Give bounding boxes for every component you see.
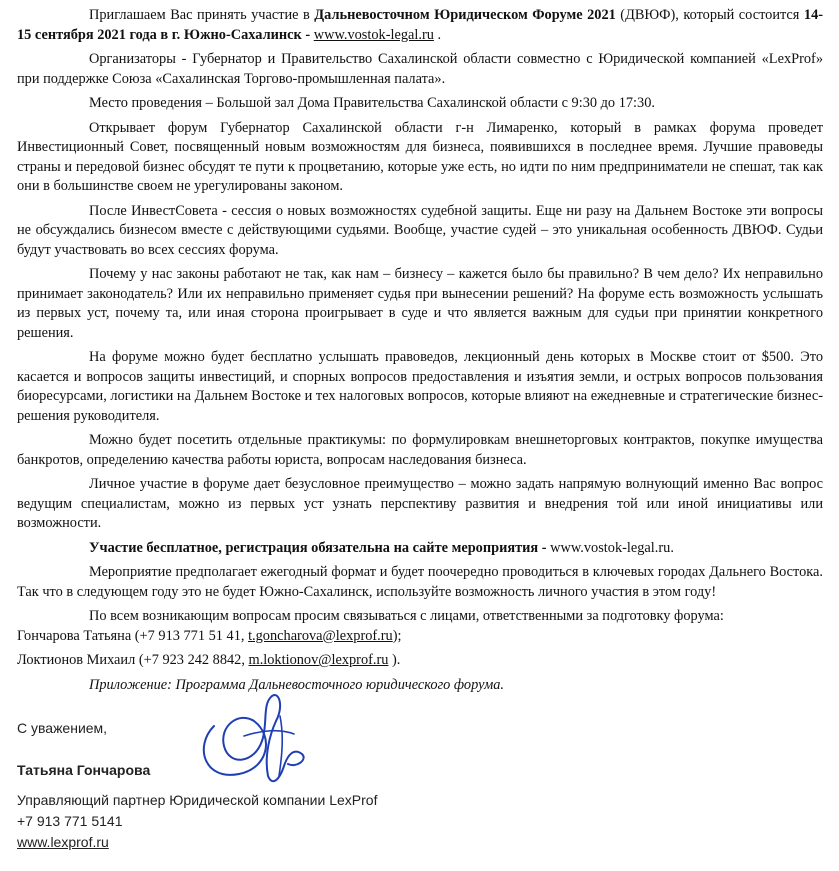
signature-name: Татьяна Гончарова — [17, 762, 151, 778]
forum-dates: 14-15 сентября 2021 года в г. Южно-Сахалинск - — [17, 7, 824, 43]
paragraph-advantage: Личное участие в форуме дает безусловное преимущество – можно задать напрямую волнующий именно Вас вопрос ведущим специалистам, можно из первых уст узнать перспективу развития и внедрения той или иной инициативы или возможности. — [17, 476, 823, 531]
signature-title: Управляющий партнер Юридической компании LexProf — [17, 792, 378, 808]
paragraph-venue: Место проведения – Большой зал Дома Правительства Сахалинской области с 9:30 до 17:30. — [89, 95, 655, 111]
paragraph-invitation: Приглашаем Вас принять участие в Дальневосточном Юридическом Форуме 2021 (ДВЮФ), который состоится 14-15 сентября 2021 года в г. Южно-Сахалинск - www.vostok-legal.ru . — [17, 7, 824, 43]
email-goncharova-link[interactable]: t.goncharova@lexprof.ru — [248, 627, 393, 644]
paragraph-court-session: После ИнвестСовета - сессия о новых возможностях судебной защиты. Еще ни разу на Дальнем Востоке эти вопросы не обсуждались бизнесом вместе с действующими судьями. Вообще, участие судей – это уникальная особенность ДВЮФ. Судьи будут участвовать во всех сессиях форума. — [17, 202, 823, 258]
paragraph-opening: Открывает форум Губернатор Сахалинской области г-н Лимаренко, который в рамках форума проведет Инвестиционный Совет, посвященный новым возможностям для бизнеса, появившихся в последнее время. Лучшие правоведы страны и передовой бизнес обсудят те пути к процветанию, которые уже есть, но идти по ним предприниматели не спешат, так как они в большинстве своем не урегулированы законом. — [17, 119, 823, 194]
paragraph-organizers: Организаторы - Губернатор и Правительство Сахалинской области совместно с Юридической компанией «LexProf» при поддержке Союза «Сахалинская Торгово-промышленная палата». — [17, 51, 823, 87]
paragraph-questions: Почему у нас законы работают не так, как нам – бизнесу – кажется было бы правильно? В чем дело? Их неправильно принимает законодатель? Или их неправильно применяет судья при вынесении решений? На форуме есть возможность услышать из первых уст, почему та, или иная сторона проигрывает в суде и что является важным для судьи при принятии конкретного решения. — [17, 266, 823, 341]
signature-regards: С уважением, — [17, 720, 108, 736]
forum-site-link[interactable]: www.vostok-legal.ru — [313, 26, 434, 43]
appendix-line: Приложение: Программа Дальневосточного юридического форума. — [89, 676, 505, 693]
registration-site-link[interactable]: www.vostok-legal.ru — [550, 539, 671, 556]
forum-name: Дальневосточном Юридическом Форуме 2021 — [314, 7, 616, 23]
signature-phone: +7 913 771 5141 — [17, 813, 123, 829]
paragraph-experts: На форуме можно будет бесплатно услышать правоведов, лекционный день которых в Москве стоит от $500. Это касается и вопросов защиты инвестиций, и спорных вопросов предоставления и изъятия земли, и острых вопросов пользования биоресурсами, логистики на Дальнем Востоке и тех налоговых вопросов, которые влияют на ежедневные и стратегические бизнес-решения руководителя. — [17, 349, 823, 424]
paragraph-registration: Участие бесплатное, регистрация обязательна на сайте мероприятия - www.vostok-legal.ru. — [89, 539, 674, 556]
paragraph-annual-format: Мероприятие предполагает ежегодный формат и будет поочередно проводиться в ключевых городах Дальнего Востока. Так что в следующем году это не будет Южно-Сахалинск, используйте возможность личного участия в этом году! — [17, 564, 823, 600]
paragraph-workshops: Можно будет посетить отдельные практикумы: по формулировкам внешнеторговых контрактов, покупке имущества банкротов, определению качества работы юриста, вопросам наследования бизнеса. — [17, 432, 823, 468]
email-loktionov-link[interactable]: m.loktionov@lexprof.ru — [248, 652, 389, 668]
paragraph-contacts: По всем возникающим вопросам просим связываться с лицами, ответственными за подготовку форума: — [89, 608, 724, 624]
signature-site-link[interactable]: www.lexprof.ru — [17, 834, 109, 850]
contact-goncharova: Гончарова Татьяна (+7 913 771 51 41, t.goncharova@lexprof.ru); — [17, 627, 402, 644]
handwritten-signature — [184, 686, 324, 796]
contact-loktionov: Локтионов Михаил (+7 923 242 8842, m.loktionov@lexprof.ru ). — [17, 652, 401, 668]
